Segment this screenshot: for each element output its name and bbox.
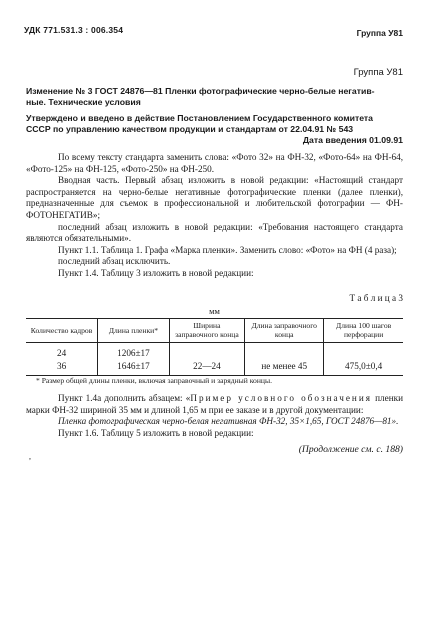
table-cell: 24 [56, 348, 67, 358]
approval-block [26, 113, 403, 146]
body-text [26, 152, 403, 280]
effective-date: Дата введения 01.09.91 [302, 135, 403, 145]
paragraph-4: Пункт 1.1. Таблица 1. Графа «Марка пленки». Заменить слово: «Фото» на ФН (4 раза); [58, 244, 397, 255]
table-cell [169, 343, 244, 361]
after-table-text [26, 393, 403, 439]
table-cell: 1206±17 [98, 343, 170, 361]
table-caption: Т а б л и ц а 3 [349, 293, 403, 303]
table-header-row [26, 319, 403, 343]
continued-note: (Продолжение см. с. 188) [298, 444, 403, 455]
paragraph-5: последний абзац исключить. [58, 256, 171, 267]
group-code-top: Группа У81 [356, 28, 403, 38]
table-cell: 36 [26, 360, 98, 376]
paragraph-7 [26, 393, 403, 416]
header-film-length: Длина пленки* [98, 319, 170, 343]
table-cell: 1646±17 [98, 360, 170, 376]
p7-spaced: Пример условного обозначения [190, 393, 372, 403]
approval-line-1: Утверждено и введено в действие Постановлением Государственного комитета [26, 113, 374, 123]
p7-end: пленки марки ФН-32 шириной 35 мм и длиной 1,65 м при ее заказе и в другой документации: [26, 393, 403, 415]
header-leader-length: Длина заправочного конца [245, 319, 324, 343]
table-units: мм [209, 306, 220, 316]
table-row [26, 360, 403, 376]
header-leader-width: Ширина заправочного конца [169, 319, 244, 343]
title-line-2: ные. Технические условия [26, 97, 141, 107]
table-3 [26, 318, 403, 376]
table-cell: 475,0±0,4 [324, 360, 403, 376]
table-cell [324, 343, 403, 361]
header-perforation: Длина 100 шагов перфорации [324, 319, 403, 343]
table-cell: не менее 45 [245, 360, 324, 376]
title-line-1: Изменение № 3 ГОСТ 24876—81 Пленки фотографические черно-белые негатив- [26, 86, 375, 96]
paragraph-2: Вводная часть. Первый абзац изложить в новой редакции: «Настоящий стандарт распространяется на черно-белые негативные фотографические пленки (далее пленки), предназначенные для съемок в профессиональной и любительской фотографии — ФН-ФОТОНЕГАТИВ»; [26, 175, 403, 220]
table-cell [245, 343, 324, 361]
table-cell: 22—24 [169, 360, 244, 376]
table-footnote: * Размер общей длины пленки, включая заправочный и зарядный концы. [36, 376, 272, 385]
p7-start: Пункт 1.4а дополнить абзацем: « [58, 393, 191, 403]
paragraph-9: Пункт 1.6. Таблицу 5 изложить в новой редакции: [58, 427, 254, 438]
paragraph-1: По всему тексту стандарта заменить слова: «Фото 32» на ФН-32, «Фото-64» на ФН-64, «Фото-125» на ФН-125, «Фото-250» на ФН-250. [26, 152, 403, 174]
udk-code: УДК 771.531.3 : 006.354 [24, 25, 124, 35]
approval-line-2: СССР по управлению качеством продукции и стандартам от 22.04.91 № 543 [26, 124, 354, 134]
header-frames: Количество кадров [26, 319, 98, 343]
paragraph-3: последний абзац изложить в новой редакции: «Требования настоящего стандарта являются обязательными». [26, 221, 403, 244]
margin-dot: , [29, 452, 31, 461]
change-title [26, 86, 403, 108]
table-row [26, 343, 403, 361]
paragraph-6: Пункт 1.4. Таблицу 3 изложить в новой редакции: [58, 267, 254, 278]
group-code: Группа У81 [353, 67, 403, 78]
paragraph-8: Пленка фотографическая черно-белая негативная ФН-32, 35×1,65, ГОСТ 24876—81». [58, 416, 399, 427]
